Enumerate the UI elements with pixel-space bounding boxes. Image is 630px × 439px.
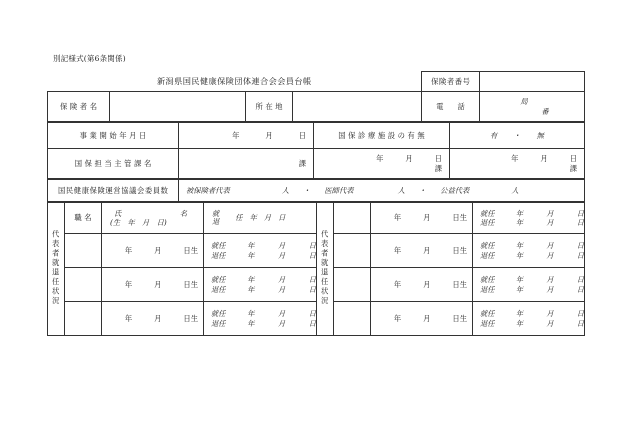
term-appoint-month-right-1: 月 <box>546 208 554 218</box>
representative-term-left-3[interactable] <box>204 302 317 336</box>
term-retire-left-3: 退任 <box>211 318 226 328</box>
department-year-mid: 年 <box>376 154 384 164</box>
term-retire-right-4: 退任 <box>480 318 495 328</box>
form-number: 別記様式(第6条関係) <box>53 54 126 63</box>
term-appoint-right-1: 就任 <box>480 208 495 218</box>
column-header-birth-left: (生 年 月 日) <box>110 218 167 227</box>
term-retire-year-left-1: 年 <box>247 250 255 260</box>
term-retire-year-left-2: 年 <box>247 284 255 294</box>
representatives-table <box>47 202 585 336</box>
council-member-count-label: 国民健康保険運営協議会委員数 <box>48 180 179 202</box>
department-label: 国保担当主管課名 <box>48 149 179 179</box>
insured-rep-label: 被保険者代表 <box>186 185 230 195</box>
birth-month-right-4: 月 <box>423 313 431 323</box>
insurer-name-label: 保険者名 <box>48 92 110 122</box>
birth-year-right-4: 年 <box>393 313 402 323</box>
term-retire-left-1: 退任 <box>211 250 226 260</box>
representative-position-right-1[interactable] <box>334 203 371 234</box>
term-appoint-month-right-3: 月 <box>546 275 554 285</box>
department-row <box>48 149 585 179</box>
column-header-position-left: 職名 <box>65 203 102 234</box>
telephone-value[interactable] <box>480 92 585 122</box>
column-header-name-left <box>102 203 204 234</box>
term-retire-month-right-3: 月 <box>546 284 554 294</box>
clinic-yes-option[interactable]: 有 <box>490 130 498 140</box>
birth-day-right-2: 日生 <box>452 245 467 255</box>
term-appoint-right-2: 就任 <box>480 241 495 251</box>
telephone-label: 電話 <box>422 92 480 122</box>
column-header-name-sub-left: 名 <box>179 208 187 218</box>
birth-month-left-1: 月 <box>154 245 162 255</box>
term-retire-day-right-4: 日 <box>576 318 584 328</box>
business-start-year: 年 <box>232 130 240 140</box>
insurer-name-value[interactable] <box>110 92 246 122</box>
representatives-header-row <box>48 203 585 234</box>
council-composition[interactable] <box>179 180 585 202</box>
business-start-row <box>48 123 585 149</box>
birth-year-left-1: 年 <box>124 245 133 255</box>
department-date-right[interactable] <box>450 149 585 179</box>
term-appoint-day-left-2: 日 <box>308 275 316 285</box>
title-row <box>48 72 585 92</box>
term-appoint-day-right-3: 日 <box>576 275 584 285</box>
doctor-rep-unit: 人 <box>397 185 405 195</box>
birth-year-left-3: 年 <box>124 313 133 323</box>
term-appoint-day-right-2: 日 <box>576 241 584 251</box>
birth-year-left-2: 年 <box>124 279 133 289</box>
birth-day-right-1: 日生 <box>452 213 467 223</box>
term-retire-right-1: 退任 <box>480 218 495 227</box>
insurer-number-label: 保険者番号 <box>422 72 480 92</box>
birth-year-right-3: 年 <box>393 279 402 289</box>
representative-position-left-2[interactable] <box>65 268 102 302</box>
representative-position-right-3[interactable] <box>334 268 371 302</box>
department-month-right: 月 <box>540 154 548 164</box>
business-start-month: 月 <box>265 130 273 140</box>
representative-birth-right-4[interactable] <box>371 302 473 336</box>
term-appoint-month-left-1: 月 <box>277 241 286 251</box>
column-header-term-left <box>204 203 317 234</box>
term-appoint-month-left-2: 月 <box>277 275 286 285</box>
term-retire-day-left-3: 日 <box>308 318 316 328</box>
department-suffix-mid: 課 <box>434 163 442 173</box>
birth-day-left-2: 日生 <box>183 279 198 289</box>
council-row <box>48 180 585 202</box>
term-appoint-year-left-2: 年 <box>247 275 255 285</box>
representative-birth-left-1[interactable] <box>102 234 204 268</box>
header-table <box>47 71 585 122</box>
representative-position-right-4[interactable] <box>334 302 371 336</box>
birth-day-right-4: 日生 <box>452 313 467 323</box>
birth-day-left-3: 日生 <box>183 313 198 323</box>
term-retire-month-left-3: 月 <box>277 318 286 328</box>
birth-month-left-3: 月 <box>154 313 162 323</box>
representative-birth-left-3[interactable] <box>102 302 204 336</box>
term-retire-year-right-1: 年 <box>515 218 524 227</box>
business-start-value[interactable] <box>179 123 314 149</box>
department-suffix-left: 課 <box>298 158 306 168</box>
clinic-no-option[interactable]: 無 <box>536 130 544 140</box>
term-appoint-right-3: 就任 <box>480 275 495 285</box>
department-month-mid: 月 <box>405 154 413 164</box>
term-retire-day-right-2: 日 <box>576 250 584 260</box>
document-title: 新潟県国民健康保険団体連合会会員台帳 <box>48 72 422 92</box>
term-appoint-year-right-2: 年 <box>515 241 524 251</box>
birth-year-right-2: 年 <box>393 245 402 255</box>
representative-term-left-1[interactable] <box>204 234 317 268</box>
department-day-mid: 日 <box>434 154 442 164</box>
term-retire-day-left-1: 日 <box>308 250 316 260</box>
term-appoint-day-left-3: 日 <box>308 309 316 319</box>
column-header-name-main-left: 氏 <box>114 208 122 218</box>
term-retire-month-right-1: 月 <box>546 218 554 227</box>
telephone-number-label: 番 <box>541 106 549 116</box>
department-value-left[interactable] <box>179 149 314 179</box>
term-appoint-left-2: 就任 <box>211 275 226 285</box>
birth-month-left-2: 月 <box>154 279 162 289</box>
address-value[interactable] <box>293 92 422 122</box>
column-header-term-rest-left: 任年月日 <box>235 213 293 223</box>
term-appoint-day-right-4: 日 <box>576 309 584 319</box>
representative-birth-right-1[interactable] <box>371 203 473 234</box>
clinic-value[interactable] <box>450 123 585 149</box>
term-retire-left-2: 退任 <box>211 284 226 294</box>
insurer-number-value[interactable] <box>480 72 585 92</box>
representatives-data-row <box>48 302 585 336</box>
representatives-data-row <box>48 268 585 302</box>
term-appoint-month-right-4: 月 <box>546 309 554 319</box>
term-appoint-month-right-2: 月 <box>546 241 554 251</box>
representatives-side-label-left: 代表者就退任状況 <box>48 203 65 336</box>
address-label: 所在地 <box>246 92 293 122</box>
term-retire-year-right-4: 年 <box>515 318 524 328</box>
term-appoint-month-left-3: 月 <box>277 309 286 319</box>
birth-day-right-3: 日生 <box>452 279 467 289</box>
council-separator-2: ・ <box>418 185 427 195</box>
representative-term-right-3[interactable] <box>473 268 585 302</box>
council-table <box>47 179 585 202</box>
term-retire-month-left-2: 月 <box>277 284 286 294</box>
term-retire-month-right-2: 月 <box>546 250 554 260</box>
representative-term-right-2[interactable] <box>473 234 585 268</box>
representative-birth-right-3[interactable] <box>371 268 473 302</box>
birth-year-right-1: 年 <box>393 213 402 223</box>
term-appoint-year-right-3: 年 <box>515 275 524 285</box>
form-sheet <box>47 71 584 336</box>
representative-birth-right-2[interactable] <box>371 234 473 268</box>
term-appoint-day-right-1: 日 <box>576 208 584 218</box>
business-start-label: 事業開始年月日 <box>48 123 179 149</box>
term-retire-day-right-3: 日 <box>576 284 584 294</box>
term-retire-year-right-2: 年 <box>515 250 524 260</box>
term-appoint-right-4: 就任 <box>480 309 495 319</box>
representative-position-left-1[interactable] <box>65 234 102 268</box>
column-header-term-stack-left: 就 退 <box>212 208 220 226</box>
term-retire-year-right-3: 年 <box>515 284 524 294</box>
term-retire-day-left-2: 日 <box>308 284 316 294</box>
clinic-separator: ・ <box>513 130 521 140</box>
term-appoint-year-left-3: 年 <box>247 309 255 319</box>
term-retire-month-left-1: 月 <box>277 250 286 260</box>
department-year-right: 年 <box>511 154 519 164</box>
representatives-side-label-right: 代表者就退任状況 <box>317 203 334 336</box>
term-retire-year-left-3: 年 <box>247 318 255 328</box>
term-retire-day-right-1: 日 <box>576 218 584 227</box>
department-day-right: 日 <box>569 154 577 164</box>
representative-term-left-2[interactable] <box>204 268 317 302</box>
telephone-exchange-label: 局 <box>520 97 528 107</box>
term-appoint-day-left-1: 日 <box>308 241 316 251</box>
representatives-data-row <box>48 234 585 268</box>
term-retire-right-2: 退任 <box>480 250 495 260</box>
representative-term-right-1[interactable] <box>473 203 585 234</box>
term-appoint-left-3: 就任 <box>211 309 226 319</box>
term-retire-month-right-4: 月 <box>546 318 554 328</box>
public-rep-label: 公益代表 <box>440 185 470 195</box>
doctor-rep-label: 医師代表 <box>324 185 354 195</box>
term-appoint-year-left-1: 年 <box>247 241 255 251</box>
term-appoint-left-1: 就任 <box>211 241 226 251</box>
representative-term-right-4[interactable] <box>473 302 585 336</box>
public-rep-unit: 人 <box>511 185 519 195</box>
representative-position-left-3[interactable] <box>65 302 102 336</box>
birth-day-left-1: 日生 <box>183 245 198 255</box>
birth-month-right-2: 月 <box>423 245 431 255</box>
insurer-row <box>48 92 585 122</box>
department-date-mid[interactable] <box>314 149 450 179</box>
representative-birth-left-2[interactable] <box>102 268 204 302</box>
clinic-label: 国保診療施設の有無 <box>314 123 450 149</box>
term-appoint-year-right-4: 年 <box>515 309 524 319</box>
term-retire-right-3: 退任 <box>480 284 495 294</box>
term-appoint-year-right-1: 年 <box>515 208 524 218</box>
birth-month-right-1: 月 <box>423 213 431 223</box>
business-start-day: 日 <box>298 130 306 140</box>
insured-rep-unit: 人 <box>281 185 290 195</box>
council-separator-1: ・ <box>303 185 311 195</box>
representative-position-right-2[interactable] <box>334 234 371 268</box>
birth-month-right-3: 月 <box>423 279 431 289</box>
department-suffix-right: 課 <box>569 163 577 173</box>
business-table <box>47 122 585 179</box>
